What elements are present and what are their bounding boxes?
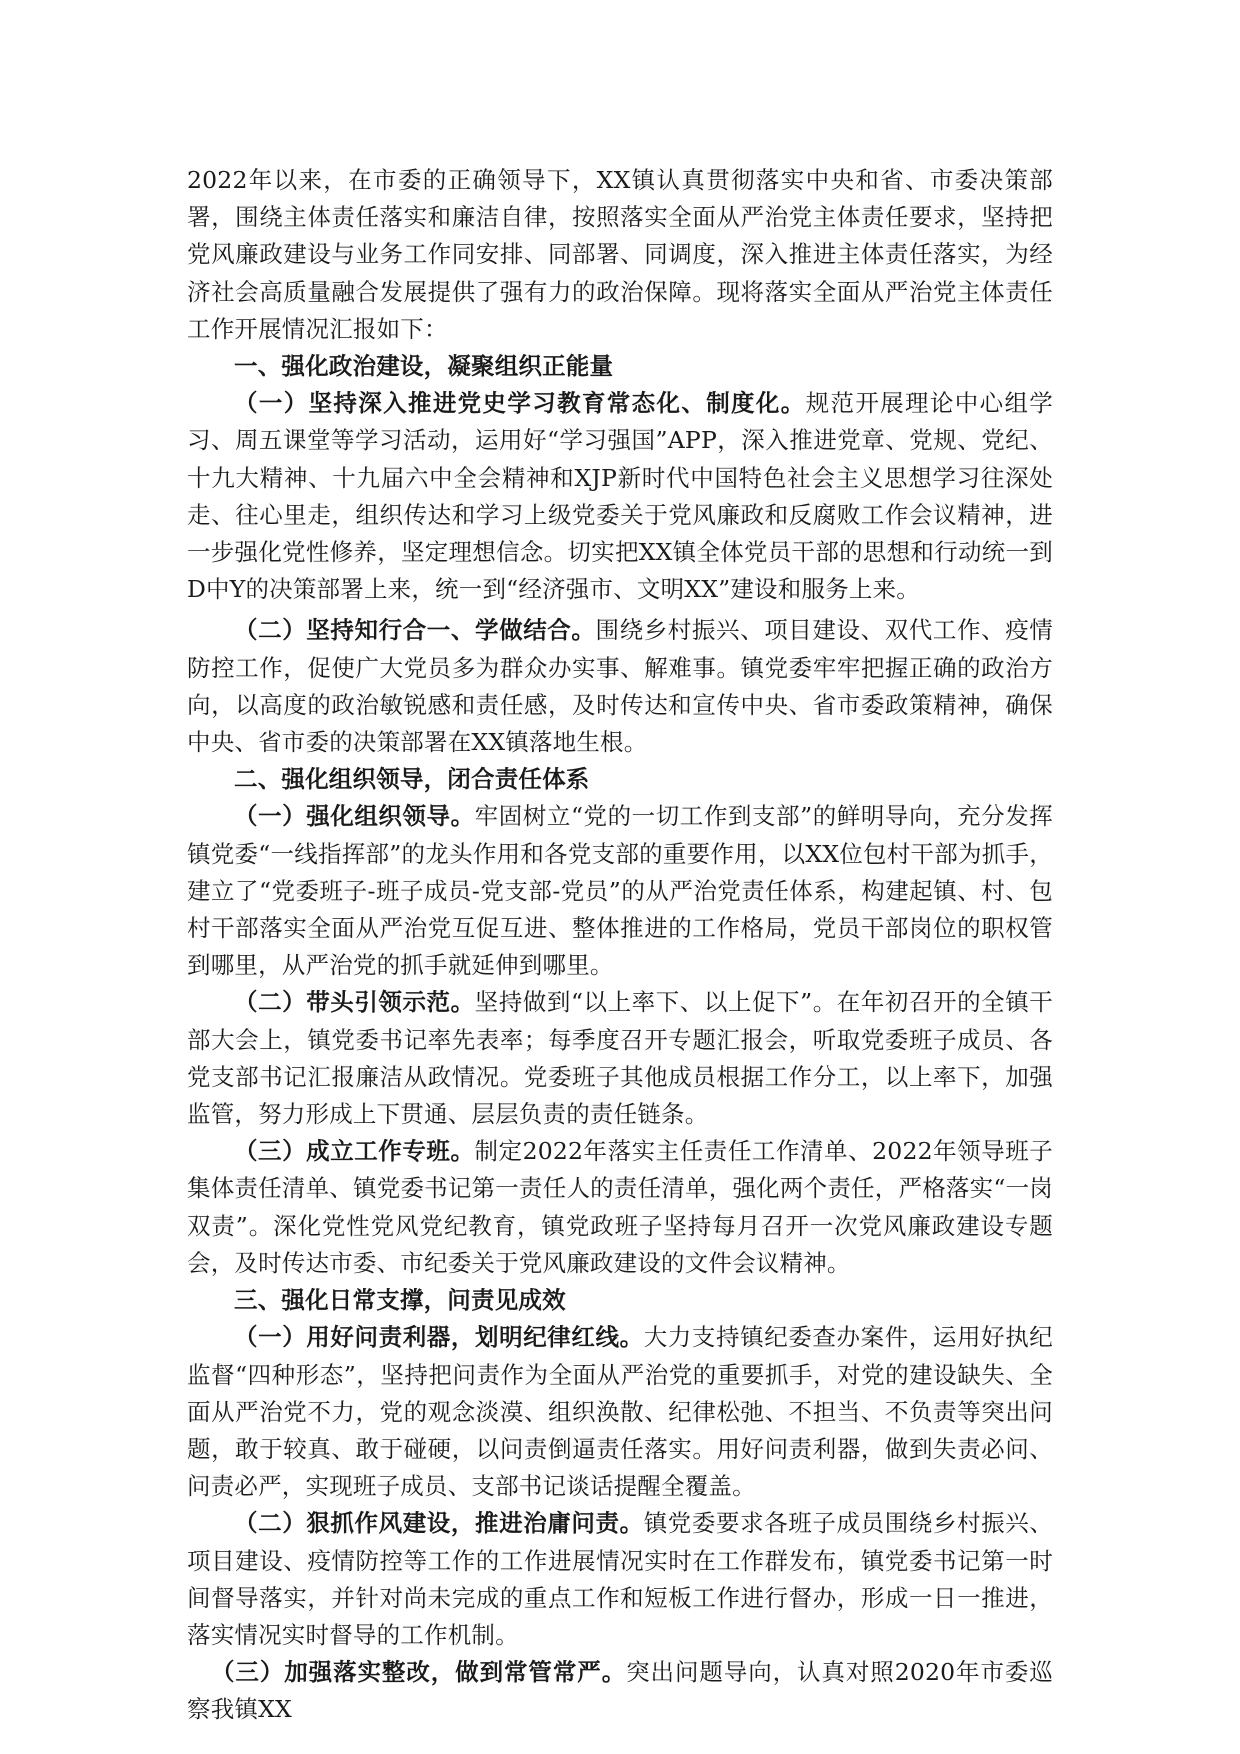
document-body xyxy=(187,162,1053,1729)
section-3-paragraph-1-title: （一）用好问责利器，划明纪律红线。 xyxy=(234,1323,644,1352)
section-3-paragraph-3-body: 突出问题导向，认真对照2020年市委巡察我镇XX xyxy=(187,1658,1054,1724)
section-2-paragraph-1-title: （一）强化组织领导。 xyxy=(234,802,475,831)
section-3-paragraph-3-title: （三）加强落实整改，做到常管常严。 xyxy=(211,1658,627,1687)
section-3-paragraph-1 xyxy=(187,1319,1053,1505)
section-1-paragraph-1-body: 规范开展理论中心组学习、周五课堂等学习活动，运用好“学习强国”APP，深入推进党章、党规、党纪、十九大精神、十九届六中全会精神和XJP新时代中国特色社会主义思想学习往深处走、往心里走，组织传达和学习上级党委关于党风廉政和反腐败工作会议精神，进一步强化党性修养，坚定理想信念。切实把XX镇全体党员干部的思想和行动统一到D中Y的决策部署上来，统一到“经济强市、文明XX”建设和服务上来。 xyxy=(187,389,1054,604)
section-1-paragraph-2-title: （二）坚持知行合一、学做结合。 xyxy=(234,616,596,645)
section-1-paragraph-2 xyxy=(187,612,1053,761)
section-3-paragraph-2 xyxy=(187,1505,1053,1654)
intro-paragraph: 2022年以来，在市委的正确领导下，XX镇认真贯彻落实中央和省、市委决策部署，围绕主体责任落实和廉洁自律，按照落实全面从严治党主体责任要求，坚持把党风廉政建设与业务工作同安排、同部署、同调度，深入推进主体责任落实，为经济社会高质量融合发展提供了强有力的政治保障。现将落实全面从严治党主体责任工作开展情况汇报如下： xyxy=(187,166,1053,343)
section-2-paragraph-3-body: 制定2022年落实主任责任工作清单、2022年领导班子集体责任清单、镇党委书记第一责任人的责任清单，强化两个责任，严格落实“一岗双责”。深化党性党风党纪教育，镇党政班子坚持每月召开一次党风廉政建设专题会，及时传达市委、市纪委关于党风廉政建设的文件会议精神。 xyxy=(187,1137,1054,1277)
section-2-paragraph-3-title: （三）成立工作专班。 xyxy=(234,1137,475,1166)
section-2-paragraph-2-body: 坚持做到“以上率下、以上促下”。在年初召开的全镇干部大会上，镇党委书记率先表率；每季度召开专题汇报会，听取党委班子成员、各党支部书记汇报廉洁从政情况。党委班子其他成员根据工作分工，以上率下，加强监管，努力形成上下贯通、层层负责的责任链条。 xyxy=(187,988,1054,1129)
section-3-paragraph-3 xyxy=(187,1654,1053,1728)
section-2-paragraph-2 xyxy=(187,984,1053,1133)
section-2-paragraph-1-body: 牢固树立“党的一切工作到支部”的鲜明导向，充分发挥镇党委“一线指挥部”的龙头作用和各党支部的重要作用，以XX位包村干部为抓手，建立了“党委班子-班子成员-党支部-党员”的从严治党责任体系，构建起镇、村、包村干部落实全面从严治党互促互进、整体推进的工作格局，党员干部岗位的职权管到哪里，从严治党的抓手就延伸到哪里。 xyxy=(187,802,1054,980)
section-3-paragraph-1-body: 大力支持镇纪委查办案件，运用好执纪监督“四种形态”，坚持把问责作为全面从严治党的重要抓手，对党的建设缺失、全面从严治党不力，党的观念淡漠、组织涣散、纪律松弛、不担当、不负责等突出问题，敢于较真、敢于碰硬，以问责倒逼责任落实。用好问责利器，做到失责必问、问责必严，实现班子成员、支部书记谈话提醒全覆盖。 xyxy=(187,1323,1053,1501)
section-2-paragraph-3 xyxy=(187,1133,1053,1282)
section-2-paragraph-2-title: （二）带头引领示范。 xyxy=(234,988,475,1017)
section-3-paragraph-2-title: （二）狠抓作风建设，推进治庸问责。 xyxy=(234,1509,644,1538)
section-1-paragraph-1 xyxy=(187,385,1053,608)
section-2-paragraph-1 xyxy=(187,798,1053,984)
section-1-paragraph-2-body: 围绕乡村振兴、项目建设、双代工作、疫情防控工作，促使广大党员多为群众办实事、解难事。镇党委牢牢把握正确的政治方向，以高度的政治敏锐感和责任感，及时传达和宣传中央、省市委政策精神，确保中央、省市委的决策部署在XX镇落地生根。 xyxy=(187,616,1053,757)
section-1-heading: 一、强化政治建设，凝聚组织正能量 xyxy=(234,352,614,381)
section-3-heading: 三、强化日常支撑，问责见成效 xyxy=(234,1286,566,1315)
section-1-paragraph-1-title: （一）坚持深入推进党史学习教育常态化、制度化。 xyxy=(234,389,806,418)
section-3-paragraph-2-body: 镇党委要求各班子成员围绕乡村振兴、项目建设、疫情防控等工作的工作进展情况实时在工作群发布，镇党委书记第一时间督导落实，并针对尚未完成的重点工作和短板工作进行督办，形成一日一推进，落实情况实时督导的工作机制。 xyxy=(187,1509,1053,1649)
section-2-heading: 二、强化组织领导，闭合责任体系 xyxy=(234,765,590,794)
